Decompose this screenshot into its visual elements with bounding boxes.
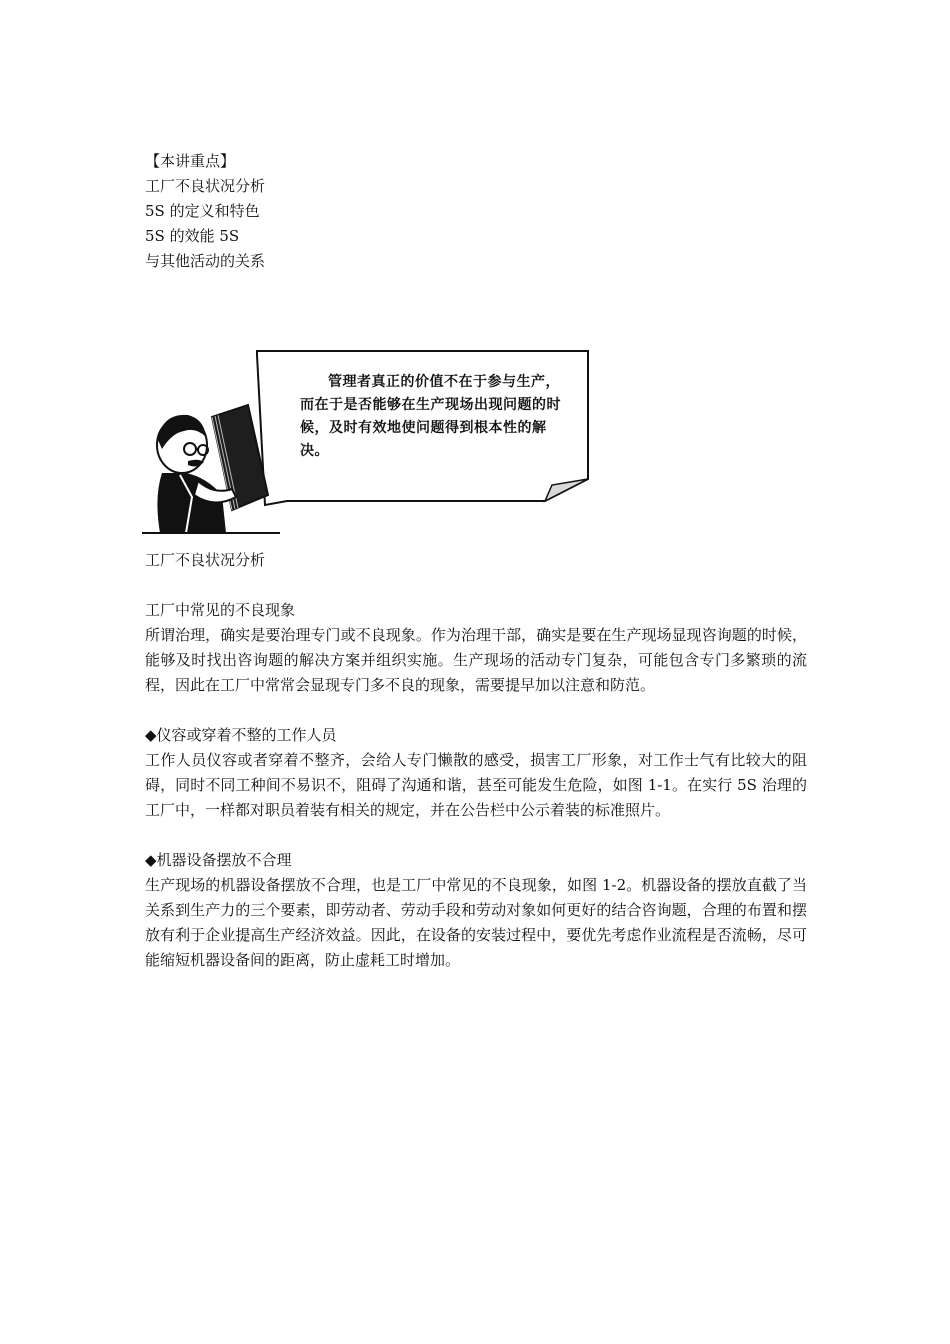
outline-item: 与其他活动的关系 xyxy=(145,252,266,270)
intro-paragraph: 所谓治理，确实是要治理专门或不良现象。作为治理干部，确实是要在生产现场显现咨询题的时候，能够及时找出咨询题的解决方案并组织实施。生产现场的活动专门复杂，可能包含专门多繁琐的流程，因此在工厂中常常会显现专门多不良的现象，需要提早加以注意和防范。 xyxy=(145,626,807,694)
section-subtitle: 工厂中常见的不良现象 xyxy=(145,601,296,619)
point-title: ◆仪容或穿着不整的工作人员 xyxy=(145,726,337,744)
point-paragraph: 生产现场的机器设备摆放不合理，也是工厂中常见的不良现象，如图 1-2。机器设备的摆放直截了当关系到生产力的三个要素，即劳动者、劳动手段和劳动对象如何更好的结合咨询题，合理的布置和摆放有利于企业提高生产经济效益。因此，在设备的安装过程中，要优先考虑作业流程是否流畅，尽可能缩短机器设备间的距离，防止虚耗工时增加。 xyxy=(145,876,807,969)
outline-item: 5S 的效能 5S xyxy=(145,227,240,245)
point-title: ◆机器设备摆放不合理 xyxy=(145,851,292,869)
quote-text: 管理者真正的价值不在于参与生产，而在于是否能够在生产现场出现问题的时候，及时有效地使问题得到根本性的解决。 xyxy=(300,374,561,459)
outline-item: 工厂不良状况分析 xyxy=(145,177,266,195)
point-paragraph: 工作人员仪容或者穿着不整齐，会给人专门懒散的感受，损害工厂形象，对工作士气有比较大的阻碍，同时不同工种间不易识不，阻碍了沟通和谐，甚至可能发生危险，如图 1-1。在实行 5S 治理的工厂中，一样都对职员着装有相关的规定，并在公告栏中公示着装的标准照片。 xyxy=(145,751,807,819)
outline-heading: 【本讲重点】 xyxy=(145,152,236,170)
outline-item: 5S 的定义和特色 xyxy=(145,202,260,220)
section-title: 工厂不良状况分析 xyxy=(145,551,266,569)
